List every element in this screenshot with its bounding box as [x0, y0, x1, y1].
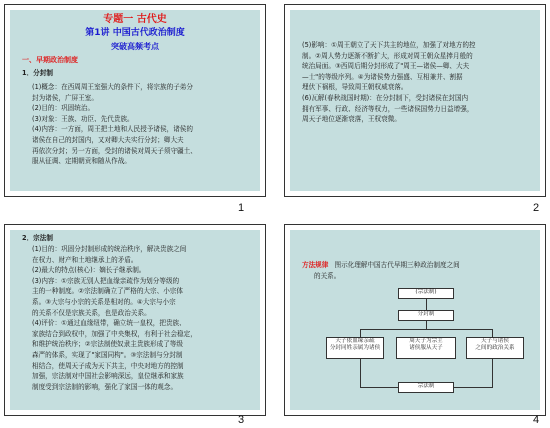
- relation-diagram: [329, 288, 515, 400]
- connector-line: [492, 329, 493, 337]
- text-line: (3)对象：王族、功臣、先代贵族。: [32, 114, 134, 123]
- text-line: (6)瓦解(春秋战国时期)：在分封制下，受封诸侯在封国内: [302, 93, 469, 102]
- method-text-2: 的关系。: [314, 271, 341, 280]
- slide-4: [290, 230, 540, 410]
- slide-1: [10, 10, 260, 191]
- text-line: 在权力、财产和土地继承上的矛盾。: [32, 255, 138, 264]
- text-line: 诸侯在自己的封国内，又对卿大夫实行分封；卿大夫: [32, 135, 184, 144]
- text-line: 再依次分封；另一方面，受封的诸侯对周天子须守疆土、: [32, 146, 197, 155]
- text-line: 埋伏下祸根，导致周王朝权威衰落。: [302, 83, 408, 92]
- method-text-1: 图示化理解中国古代早期三种政治制度之间: [334, 261, 460, 269]
- text-line: (5)影响：①周王朝立了天下共主的地位，加强了对地方的控: [302, 41, 476, 49]
- diagram-left-box: 天子依血缘亲疏 分封同姓亲属为诸侯: [326, 337, 384, 359]
- page-number: 3: [238, 414, 245, 426]
- item-heading: 1．分封制: [22, 69, 53, 77]
- text-line: (1)目的：巩固分封制形成的统治秩序，解决贵族之间: [32, 245, 187, 253]
- page-number: 2: [533, 202, 540, 214]
- diagram-mid-box: 分封制: [398, 310, 454, 321]
- text-line: 统治局面。③西周后期分封形成了"周王—诸侯—卿、大夫: [302, 62, 470, 71]
- section-heading: 一、早期政治制度: [22, 56, 78, 64]
- text-line: 相结合，使周天子成为天下共主，中央对地方的控制: [32, 361, 184, 370]
- item-heading: 2．宗法制: [22, 234, 53, 242]
- text-line: 的关系不仅是宗族关系，也是政治关系。: [32, 308, 151, 317]
- text-line: 加强，宗法制对中国社会影响深远，皇位继承和家族: [32, 372, 184, 381]
- diagram-center-box: 周天子为宗主 诸侯服从天子: [396, 337, 456, 359]
- text-line: 家族结合到政权中，加强了中央集权，有利于社会稳定，: [32, 329, 197, 338]
- page-number: 4: [533, 414, 540, 426]
- text-line: 森严的体系，实现了"家国同构"。③宗法制与分封制: [32, 350, 183, 359]
- slide-2: [290, 10, 540, 191]
- connector-line: [454, 387, 493, 388]
- text-line: 制度受到宗法制的影响，强化了家国一体的观念。: [32, 382, 178, 391]
- text-line: 服从征调、定期朝贡和随从作战。: [32, 157, 131, 166]
- text-line: 制。②周人势力逐渐不断扩大，形成对周王朝众星捧月般的: [302, 51, 473, 60]
- text-line: (3)内容：①宗族无别人把血缘亲疏作为划分等级的: [32, 276, 180, 285]
- diagram-bottom-box: 宗法制: [398, 382, 454, 393]
- text-line: —士"的等级序列。④为诸侯势力强盛、互相兼并、割据: [302, 72, 463, 81]
- lesson-title: 第1讲 中国古代政治制度: [85, 28, 185, 38]
- text-line: (4)内容：一方面，周王把土地和人民授予诸侯，诸侯的: [32, 125, 193, 134]
- text-line: 主的一种制度。②宗法制确立了严格的大宗、小宗体: [32, 287, 183, 296]
- topic-title: 专题一 古代史: [103, 14, 167, 25]
- connector-line: [426, 299, 427, 310]
- connector-line: [492, 359, 493, 387]
- page-number: 1: [238, 202, 245, 214]
- text-line: 周天子地位逐渐衰落，王权衰微。: [302, 115, 401, 124]
- text-line: (2)目的：巩固统治。: [32, 104, 95, 113]
- text-line: 拥有军事、行政、经济等权力，一些诸侯国势力日益增强，: [302, 104, 474, 113]
- slide-frame-2[interactable]: [284, 4, 546, 197]
- text-line: 系。③大宗与小宗的关系是相对的。④大宗与小宗: [32, 297, 176, 306]
- connector-line: [360, 387, 398, 388]
- slide-frame-3[interactable]: [4, 224, 266, 416]
- slide-3: [10, 230, 260, 410]
- text-line: (4)评价：①通过血缘纽带，确立统一皇权，把贵族、: [32, 319, 186, 328]
- slide-frame-1[interactable]: [4, 4, 266, 197]
- method-label: 方法规律: [302, 261, 329, 269]
- diagram-top-box: (宗法制): [398, 288, 454, 299]
- slide-frame-4[interactable]: [284, 224, 546, 416]
- connector-line: [426, 321, 427, 329]
- text-line: (2)最大的特点(核心)：嫡长子继承制。: [32, 266, 146, 275]
- focus-title: 突破高频考点: [111, 42, 159, 51]
- slide2-body: [290, 40, 540, 125]
- text-line: 和维护统治秩序；②宗法制使奴隶主贵族形成了等级: [32, 340, 183, 349]
- connector-line: [360, 329, 492, 330]
- diagram-right-box: 天子与诸侯 之间的政治关系: [466, 337, 524, 359]
- connector-line: [360, 359, 361, 387]
- text-line: (1)概念：在西周周王室强大的条件下，将宗族的子弟分: [32, 83, 193, 91]
- text-line: 封为诸侯，广屏王室。: [32, 93, 98, 102]
- connector-line: [360, 329, 361, 337]
- slide3-body: [10, 244, 255, 392]
- method-intro: [302, 260, 537, 281]
- slide1-body: [10, 82, 250, 167]
